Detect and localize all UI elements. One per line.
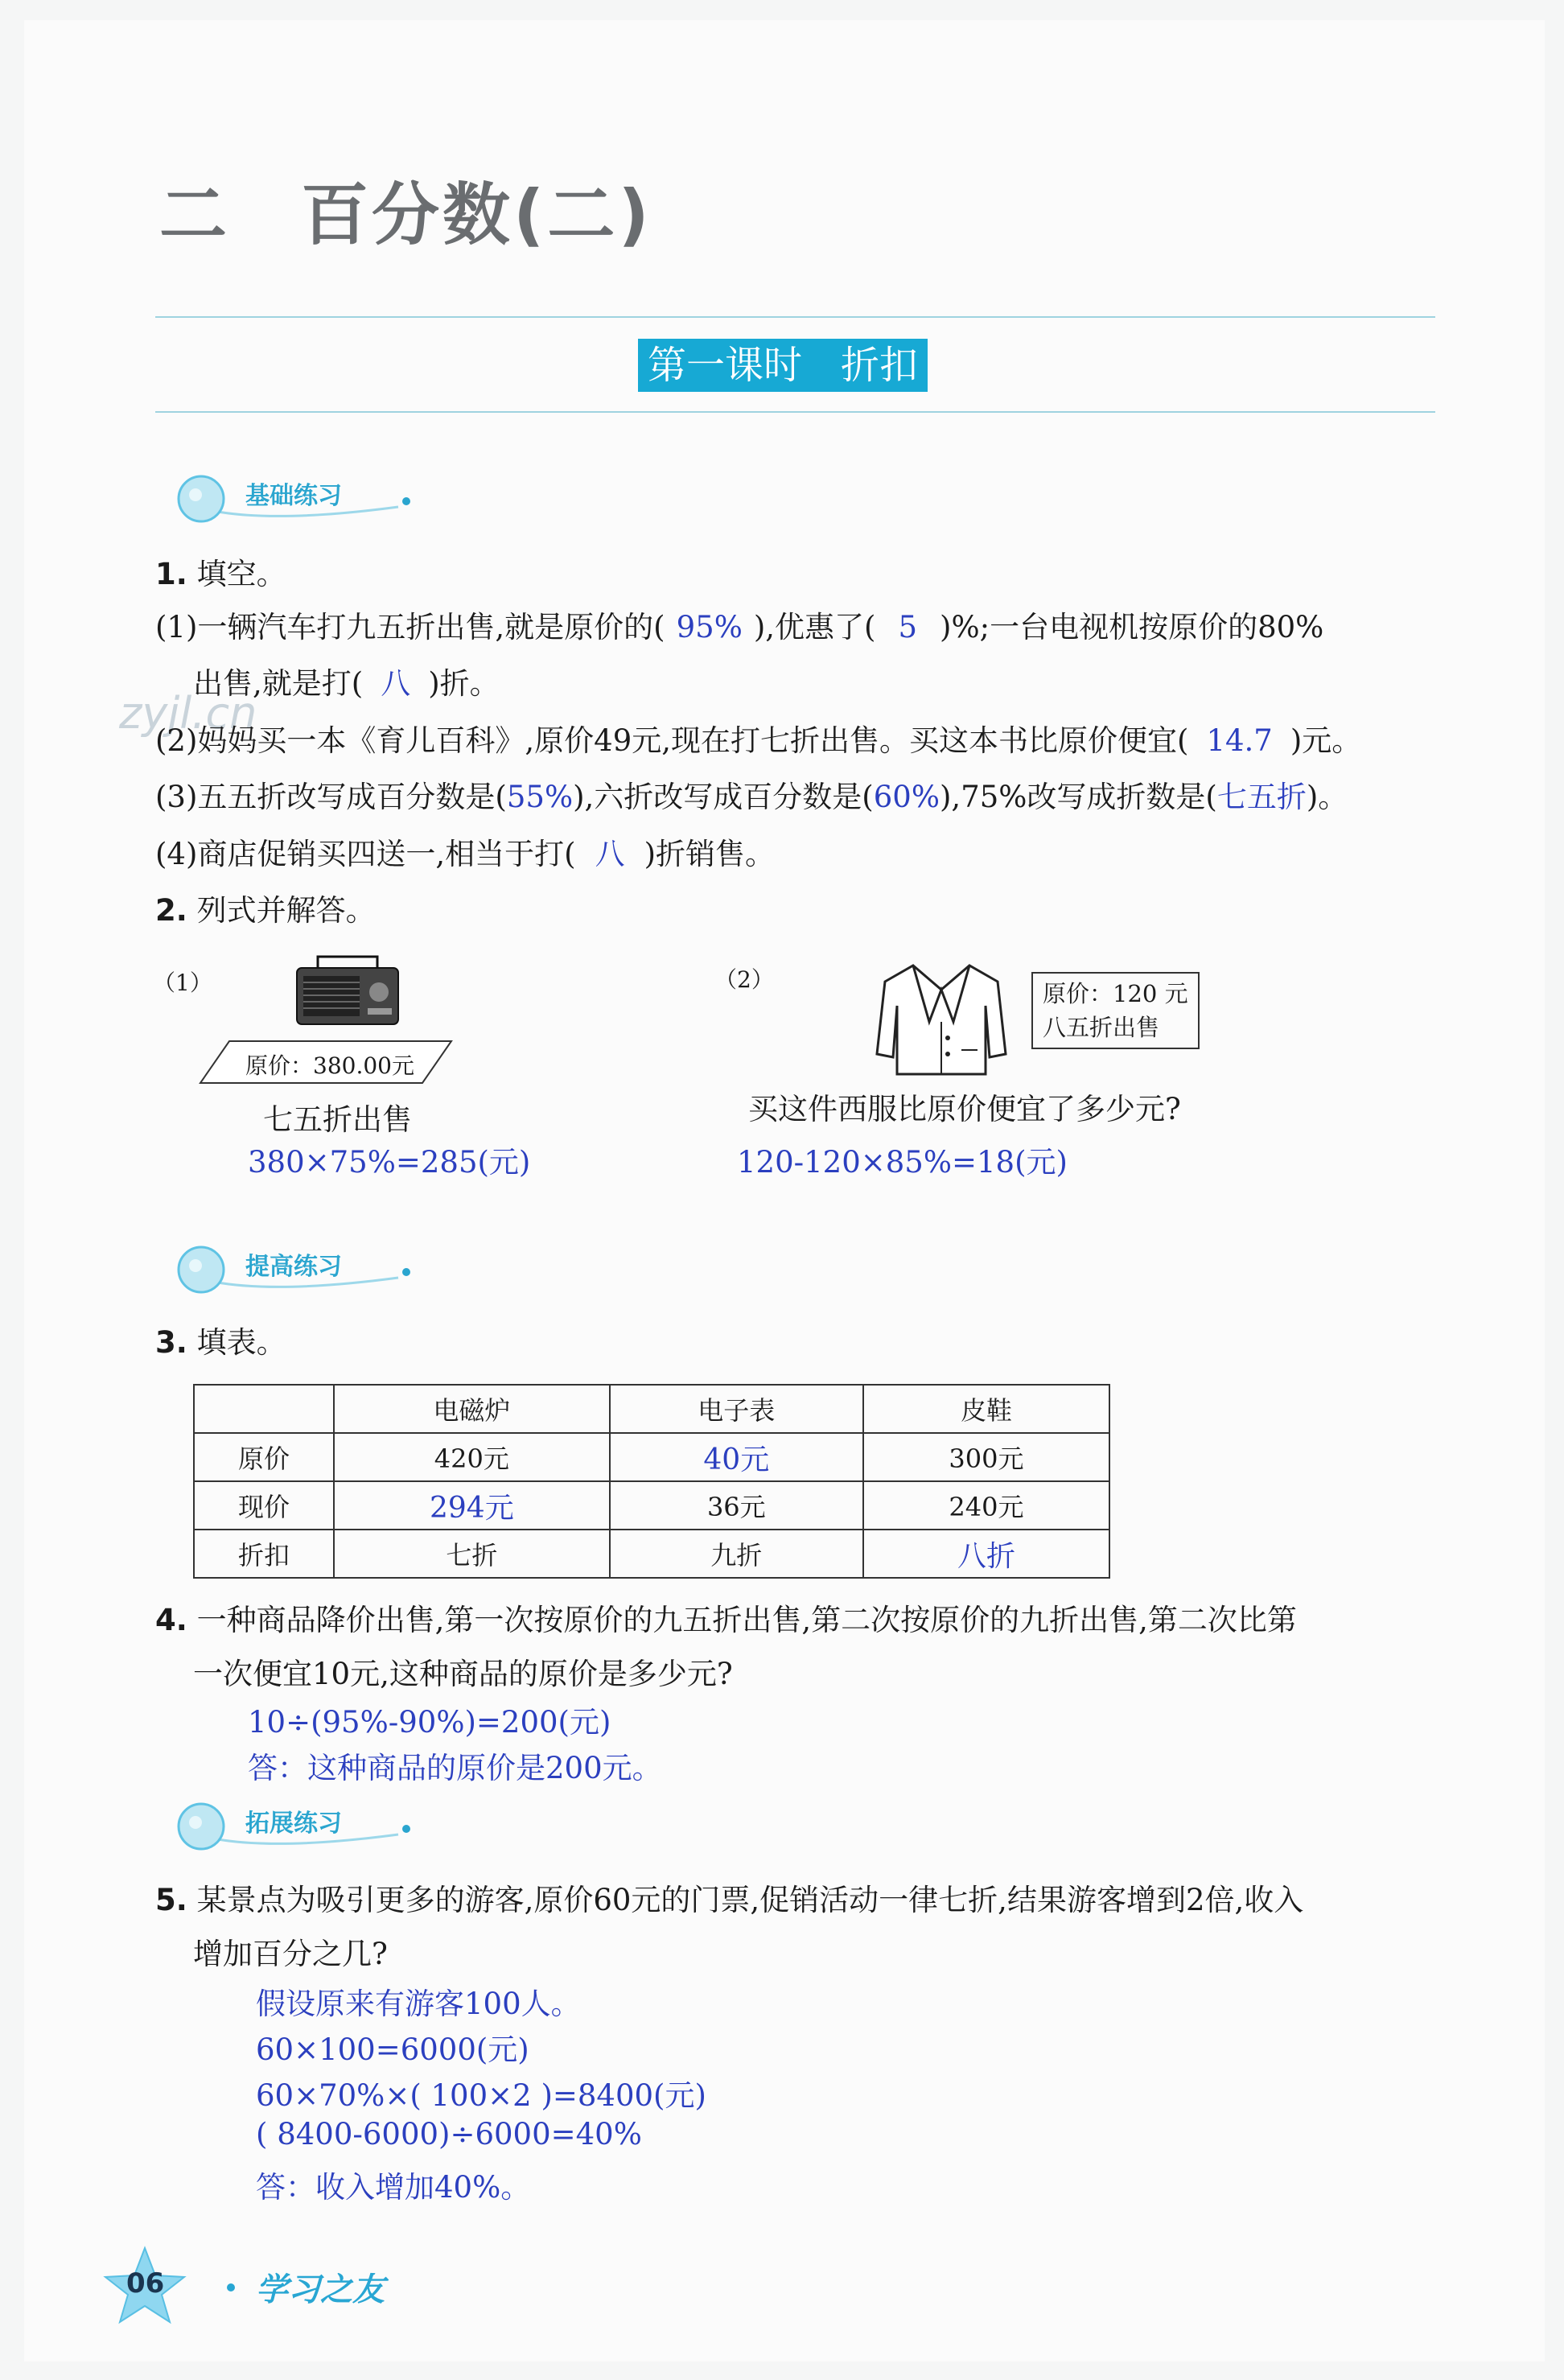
table-row <box>194 1481 1109 1530</box>
q1-answer-3: 八 <box>381 666 411 701</box>
q1-p3d: )。 <box>1306 780 1348 814</box>
footer-dot <box>227 2283 235 2291</box>
q2-number: 2. <box>155 893 187 928</box>
table-row-label: 原价 <box>194 1433 334 1481</box>
table-row-label: 折扣 <box>194 1530 334 1578</box>
table-cell: 240元 <box>863 1481 1109 1530</box>
q2-sub1-label: （1） <box>153 970 212 996</box>
table-cell: 九折 <box>610 1530 863 1578</box>
q1-p4b: )折销售。 <box>644 837 776 871</box>
table-header-cell: 电子表 <box>610 1385 863 1433</box>
table-cell-answer: 40元 <box>610 1433 863 1481</box>
q5-answer-line: 假设原来有游客100人。 <box>256 1987 581 2021</box>
q1-answer-1: 95% <box>676 610 743 644</box>
q2-sub2-label: （2） <box>714 966 774 993</box>
table-cell-answer: 294元 <box>334 1481 610 1530</box>
q1-p2b: )元。 <box>1290 723 1362 758</box>
q1-p3a: (3)五五折改写成百分数是( <box>155 780 507 814</box>
q1-part4 <box>155 835 775 874</box>
q5-answer-line: 60×100=6000(元) <box>256 2032 529 2067</box>
q1-p1c: )%;一台电视机按原价的80% <box>940 610 1324 644</box>
q1-p1b: ),优惠了( <box>753 610 876 644</box>
q1-part3 <box>155 778 1348 817</box>
q3-stem <box>155 1324 286 1362</box>
section-badge-basic <box>157 463 430 527</box>
section-badge-extend <box>157 1790 430 1855</box>
price-tag-2-discount: 八五折出售 <box>1043 1014 1160 1041</box>
q3-stem-text: 填表。 <box>196 1325 286 1360</box>
q1-p3b: ),六折改写成百分数是( <box>573 780 874 814</box>
table-cell: 36元 <box>610 1481 863 1530</box>
q2-stem <box>155 891 376 930</box>
price-tag-1: 原价：380.00元 <box>245 1052 414 1079</box>
table-cell: 420元 <box>334 1433 610 1481</box>
table-header-cell: 皮鞋 <box>863 1385 1109 1433</box>
q1-p1a: (1)一辆汽车打九五折出售,就是原价的( <box>155 610 665 644</box>
table-header-cell <box>194 1385 334 1433</box>
q5-line1 <box>155 1881 1303 1920</box>
table-row-label: 现价 <box>194 1481 334 1530</box>
q1-stem-text: 填空。 <box>196 557 286 591</box>
q1-part1-line1 <box>155 608 1323 647</box>
header-rule-bottom <box>155 411 1435 413</box>
table-header-row <box>194 1385 1109 1433</box>
suit-jacket-icon <box>869 957 1010 1078</box>
watermark: zyjl.cn <box>119 688 257 739</box>
table-cell-answer: 八折 <box>863 1530 1109 1578</box>
footer-brand-logo: 学习之友 <box>256 2271 385 2308</box>
discount-table <box>193 1384 1110 1579</box>
table-cell: 七折 <box>334 1530 610 1578</box>
radio-icon <box>294 952 402 1028</box>
q4-answer-1: 10÷(95%-90%)=200(元) <box>248 1705 611 1740</box>
q4-number: 4. <box>155 1603 187 1637</box>
q2-caption-1: 七五折出售 <box>263 1102 412 1137</box>
q1-answer-6: 60% <box>873 780 940 814</box>
section-label-basic: 基础练习 <box>245 482 342 510</box>
q5-answer-line: 60×70%×( 100×2 )=8400(元) <box>256 2078 706 2113</box>
q5-number: 5. <box>155 1883 187 1917</box>
q1-p3c: ),75%改写成折数是( <box>940 780 1217 814</box>
table-header-cell: 电磁炉 <box>334 1385 610 1433</box>
q1-p1d: 出售,就是打( <box>193 666 364 701</box>
q1-answer-8: 八 <box>595 837 625 871</box>
section-label-extend: 拓展练习 <box>245 1810 342 1838</box>
q5-answer-line: 答：收入增加40%。 <box>256 2170 531 2205</box>
q1-part2 <box>155 722 1361 760</box>
q5-line2: 增加百分之几? <box>193 1937 388 1971</box>
price-tag-2 <box>1031 972 1200 1049</box>
q5-line1-text: 某景点为吸引更多的游客,原价60元的门票,促销活动一律七折,结果游客增到2倍,收入 <box>196 1883 1304 1917</box>
header-rule-top <box>155 316 1435 318</box>
section-badge-improve <box>157 1233 430 1298</box>
table-cell: 300元 <box>863 1433 1109 1481</box>
q1-answer-2: 5 <box>898 610 918 644</box>
q4-line1-text: 一种商品降价出售,第一次按原价的九五折出售,第二次按原价的九折出售,第二次比第 <box>196 1603 1297 1637</box>
table-row <box>194 1433 1109 1481</box>
lesson-title: 第一课时 折扣 <box>638 339 928 392</box>
q1-p1e: )折。 <box>428 666 500 701</box>
q4-line2: 一次便宜10元,这种商品的原价是多少元? <box>193 1657 733 1691</box>
q4-line1 <box>155 1601 1297 1640</box>
q1-p4a: (4)商店促销买四送一,相当于打( <box>155 837 576 871</box>
q2-stem-text: 列式并解答。 <box>196 893 376 928</box>
q1-answer-4: 14.7 <box>1206 723 1273 758</box>
q1-answer-7: 七五折 <box>1216 780 1307 814</box>
table-row <box>194 1530 1109 1578</box>
q1-part1-line2 <box>193 665 500 703</box>
q4-answer-2: 答：这种商品的原价是200元。 <box>248 1751 662 1785</box>
q1-answer-5: 55% <box>506 780 574 814</box>
q2-question-2: 买这件西服比原价便宜了多少元? <box>748 1092 1181 1126</box>
price-tag-2-price: 原价：120 元 <box>1043 980 1188 1007</box>
q3-number: 3. <box>155 1325 187 1360</box>
q2-answer-2: 120-120×85%=18(元) <box>737 1145 1068 1180</box>
q2-answer-1: 380×75%=285(元) <box>248 1145 531 1180</box>
chapter-title: 二 百分数(二) <box>159 175 652 254</box>
page-number: 06 <box>126 2267 165 2300</box>
q1-stem <box>155 555 286 594</box>
section-label-improve: 提高练习 <box>245 1253 342 1281</box>
q1-p2a: (2)妈妈买一本《育儿百科》,原价49元,现在打七折出售。买这本书比原价便宜( <box>155 723 1189 758</box>
q1-number: 1. <box>155 557 187 591</box>
q5-answer-line: ( 8400-6000)÷6000=40% <box>256 2117 642 2151</box>
